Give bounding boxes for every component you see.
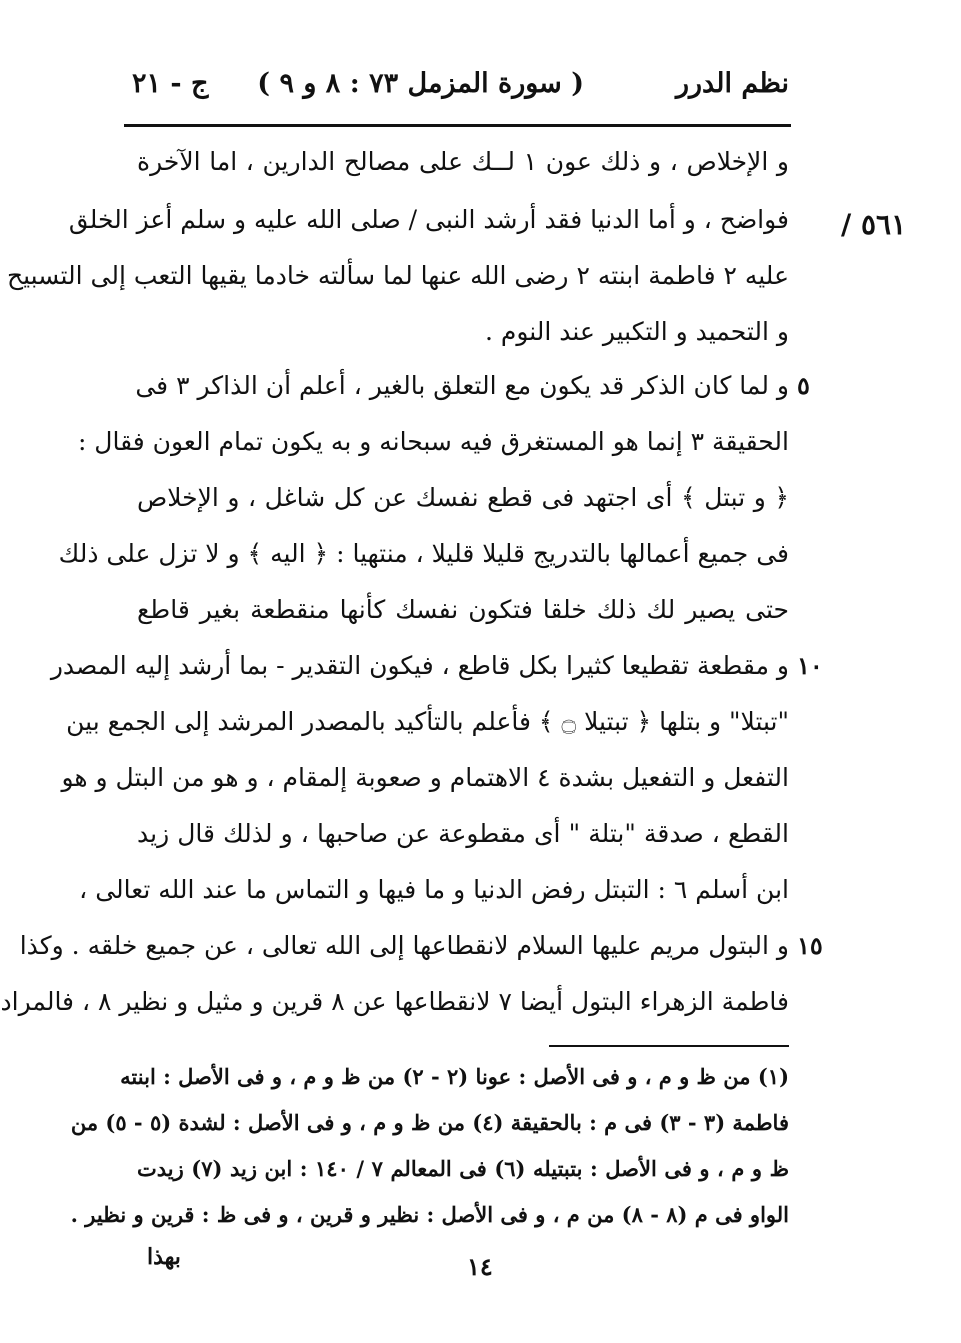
surah-reference: ( سورة المزمل ٧٣ : ٨ و ٩ ) bbox=[257, 68, 584, 99]
footnote-rule bbox=[549, 1045, 789, 1047]
footnote-line: فاطمة (٣ - ٣) فى م : بالحقيقة (٤) من ظ و م ، و فى الأصل : لشدة (٥ - ٥) من bbox=[70, 1110, 789, 1135]
text-line: عليه ٢ فاطمة ابنته ٢ رضى الله عنها لما سألته خادما يقيها التعب إلى التسبيح bbox=[6, 261, 789, 290]
line-number: ١٠ bbox=[797, 651, 823, 680]
header-rule bbox=[124, 124, 791, 127]
text-line: فاطمة الزهراء البتول أيضا ٧ لانقطاعها عن ٨ قرين و مثيل و نظير ٨ ، فالمراد bbox=[0, 987, 789, 1016]
footnote-line: ظ و م ، و فى الأصل : بتبتيله (٦) فى المعالم ٧ / ١٤٠ : ابن زيد (٧) زيدت bbox=[137, 1156, 789, 1181]
line-number: ١٥ bbox=[797, 931, 823, 960]
text-line: "تبتلا" و بتلها ﴿ تبتيلا ۝ ﴾ فأعلم بالتأكيد بالمصدر المرشد إلى الجمع بين bbox=[66, 707, 789, 736]
text-line: و البتول مريم عليها السلام لانقطاعها إلى الله تعالى ، عن جميع خلقه . وكذا bbox=[19, 931, 789, 960]
line-number: ٥ bbox=[797, 371, 810, 400]
text-line: ابن أسلم ٦ : التبتل رفض الدنيا و ما فيها و التماس ما عند الله تعالى ، bbox=[79, 875, 789, 904]
text-line: ﴿ و تبتل ﴾ أى اجتهد فى قطع نفسك عن كل شاغل ، و الإخلاص bbox=[137, 483, 789, 512]
book-title: نظم الدرر bbox=[675, 68, 789, 99]
text-line: و التحميد و التكبير عند النوم . bbox=[484, 317, 789, 346]
text-line: فواضح ، و أما الدنيا فقد أرشد النبى / صلى الله عليه و سلم أعز الخلق bbox=[68, 205, 789, 234]
text-line: التفعل و التفعيل بشدة ٤ الاهتمام و صعوبة إلمقام ، و هو من البتل و هو bbox=[61, 763, 789, 792]
text-line: و الإخلاص ، و ذلك عون ١ لــك على مصالح الدارين ، اما الآخرة bbox=[137, 147, 789, 176]
volume-number: ج - ٢١ bbox=[132, 68, 209, 99]
text-line: القطع ، صدقة "بتلة " أى مقطوعة عن صاحبها ، و لذلك قال زيد bbox=[137, 819, 789, 848]
text-line: و مقطعة تقطيعا كثيرا بكل قاطع ، فيكون التقدير - بما أرشد إليه المصدر bbox=[50, 651, 789, 680]
page-number: ١٤ bbox=[467, 1252, 493, 1281]
text-line: فى جميع أعمالها بالتدريج قليلا قليلا ، منتهيا : ﴿ اليه ﴾ و لا تزل على ذلك bbox=[58, 539, 789, 568]
running-header bbox=[124, 68, 789, 112]
text-line: حتى يصير لك ذلك خلقا فتكون نفسك كأنها منقطعة بغير قاطع bbox=[137, 595, 789, 624]
text-line: الحقيقة ٣ إنما هو المستغرق فيه سبحانه و به يكون تمام العون فقال : bbox=[77, 427, 789, 456]
text-line: و لما كان الذكر قد يكون مع التعلق بالغير ، أعلم أن الذاكر ٣ فى bbox=[135, 371, 789, 400]
catchword: بهذا bbox=[147, 1244, 181, 1270]
manuscript-page-reference: ٥٦١ / bbox=[841, 208, 907, 241]
footnote-line: الواو فى م (٨ - ٨) من م ، و فى الأصل : نظير و قرين ، و فى ظ : قرين و نظير . bbox=[70, 1202, 789, 1227]
footnote-line: (١) من ظ و م ، و فى الأصل : عونا (٢ - ٢) من ظ و م ، و فى الأصل : ابنته bbox=[120, 1064, 789, 1089]
